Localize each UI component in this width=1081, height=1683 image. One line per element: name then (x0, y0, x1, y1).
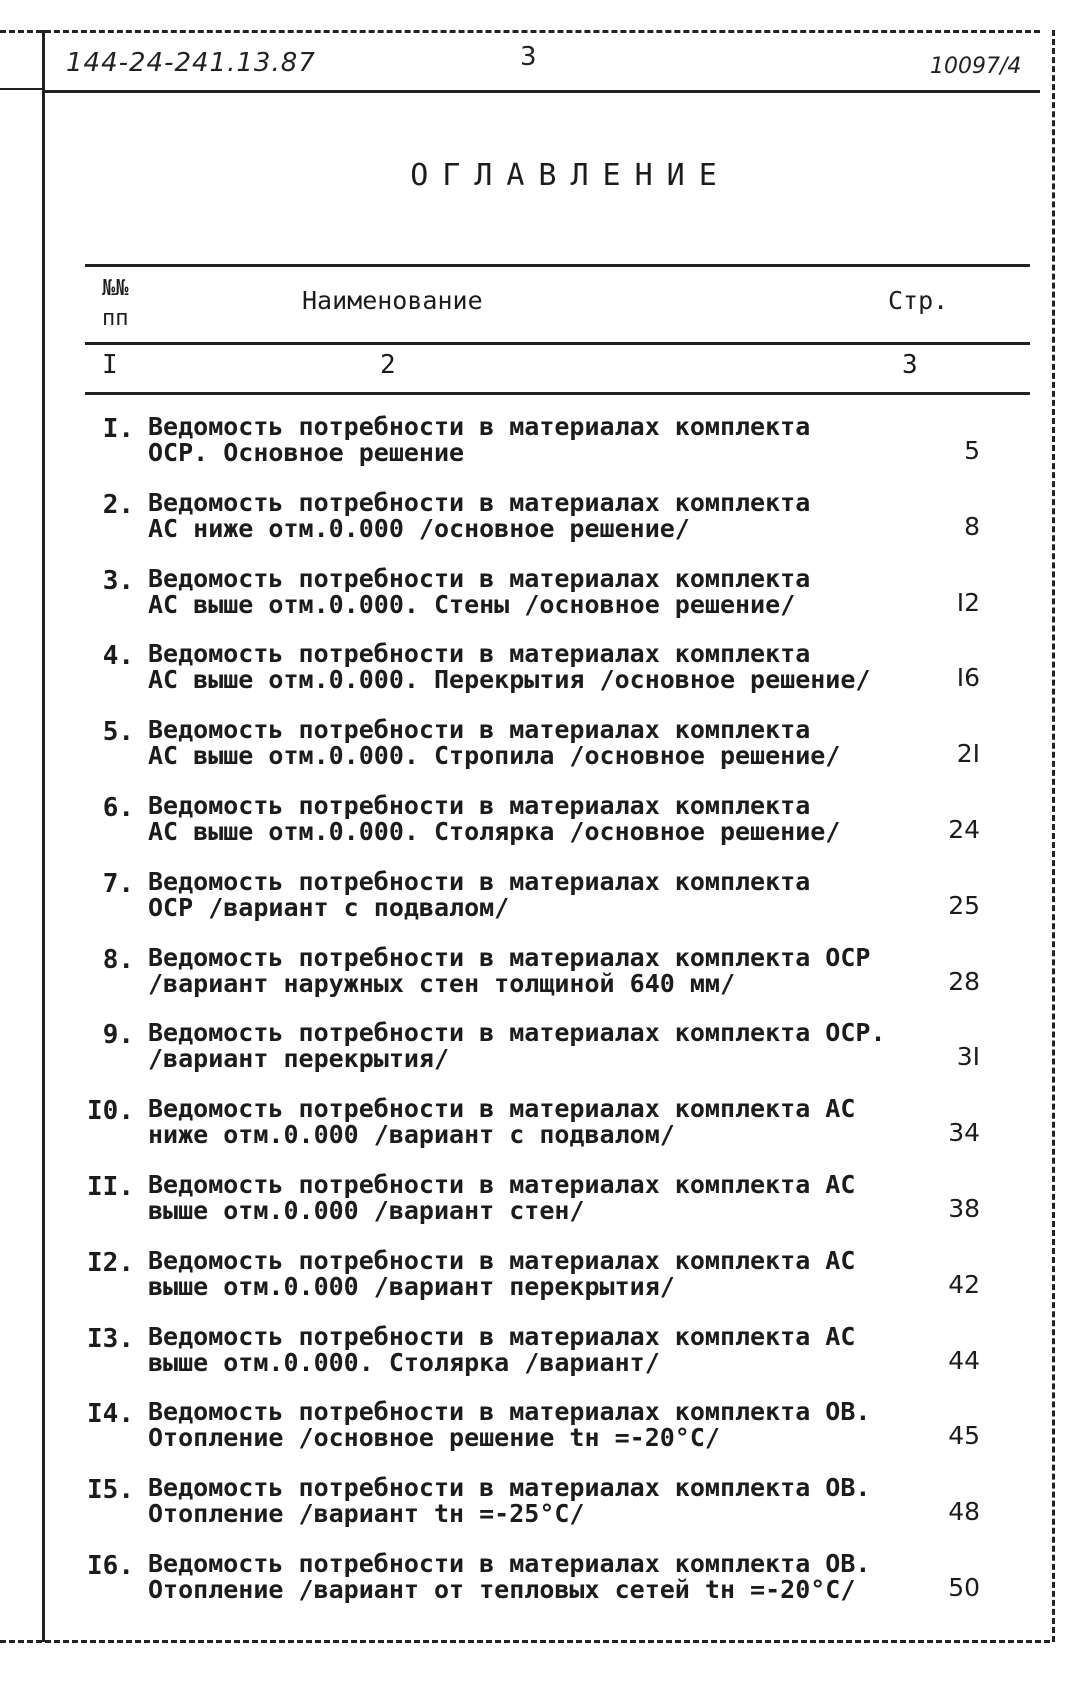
header-name-column: Наименование (302, 286, 483, 315)
toc-entry[interactable] (0, 713, 1081, 789)
entry-title (148, 641, 908, 693)
archive-number: 10097/4 (930, 54, 1022, 79)
entry-title-line2: выше отм.0.000 /вариант перекрытия/ (148, 1271, 675, 1301)
entry-title-line2: АС выше отм.0.000. Столярка /основное решение/ (148, 816, 841, 846)
entry-title (148, 1096, 908, 1148)
header-number-line1: №№ (102, 276, 129, 301)
entry-number: 4. (102, 641, 134, 672)
entry-page: 42 (948, 1269, 980, 1299)
entry-number: I0. (87, 1096, 134, 1127)
toc-entry[interactable] (0, 1168, 1081, 1244)
entry-number: I4. (87, 1399, 134, 1430)
entry-page: 34 (948, 1118, 980, 1148)
stamp-divider (0, 88, 44, 90)
entry-title (148, 487, 908, 543)
entry-title-line2: ниже отм.0.000 /вариант с подвалом/ (148, 1120, 675, 1150)
entry-number: 7. (102, 868, 134, 899)
entry-number: I2. (87, 1247, 134, 1278)
entry-title-line2: выше отм.0.000. Столярка /вариант/ (148, 1347, 660, 1377)
entry-title-line2: АС выше отм.0.000. Стены /основное решение/ (148, 589, 796, 619)
entry-title (148, 1548, 908, 1604)
entry-page: I6 (956, 663, 980, 693)
entry-page: 44 (948, 1345, 980, 1375)
entry-number: I3. (87, 1323, 134, 1354)
entry-title (148, 1399, 908, 1451)
frame-bottom-border (0, 1640, 1050, 1643)
entry-title-line1: Ведомость потребности в материалах комплекта (148, 487, 811, 517)
entry-title-line1: Ведомость потребности в материалах комплекта (148, 866, 811, 896)
entry-number: 5. (102, 717, 134, 748)
toc-entry[interactable] (0, 1244, 1081, 1320)
entry-title (148, 1475, 908, 1527)
entry-number: 6. (102, 792, 134, 823)
entry-title-line1: Ведомость потребности в материалах комплекта АС (148, 1321, 856, 1351)
entry-title-line1: Ведомость потребности в материалах комплекта (148, 412, 811, 441)
entry-title-line1: Ведомость потребности в материалах комплекта (148, 563, 811, 593)
entry-title-line2: АС выше отм.0.000. Стропила /основное решение/ (148, 741, 841, 771)
entry-number: I5. (87, 1475, 134, 1506)
header-page-column: Стр. (888, 286, 949, 315)
entry-page: 8 (964, 511, 980, 541)
entry-number: 9. (102, 1020, 134, 1051)
page-number: 3 (520, 42, 537, 72)
table-top-rule (85, 264, 1030, 267)
entry-page: 25 (948, 890, 980, 920)
entry-title (148, 1321, 908, 1377)
table-header-rule (85, 342, 1030, 345)
entry-page: I2 (956, 587, 980, 617)
entry-page: 3I (956, 1042, 980, 1072)
entry-title (148, 866, 908, 922)
entry-title-line2: /вариант перекрытия/ (148, 1044, 450, 1074)
entry-title (148, 414, 908, 466)
table-column-number-rule (85, 392, 1030, 395)
entry-title-line2: АС выше отм.0.000. Перекрытия /основное решение/ (148, 665, 871, 695)
toc-entry[interactable] (0, 410, 1081, 486)
entry-title-line2: Отопление /вариант от тепловых сетей tн =-20°С/ (148, 1574, 856, 1604)
entry-title-line1: Ведомость потребности в материалах комплекта ОВ. (148, 1397, 871, 1427)
column-number-3: 3 (902, 350, 918, 380)
entry-page: 24 (948, 814, 980, 844)
header-number-column (102, 274, 142, 334)
entry-title-line2: выше отм.0.000 /вариант стен/ (148, 1195, 585, 1225)
frame-top-border (0, 30, 1040, 33)
header-underline (44, 90, 1040, 93)
toc-entry[interactable] (0, 1320, 1081, 1396)
entry-page: 2I (956, 739, 980, 769)
entry-title-line2: ОСР. Основное решение (148, 438, 465, 467)
toc-entries (0, 410, 1081, 1623)
entry-number: 2. (102, 489, 134, 520)
toc-entry[interactable] (0, 865, 1081, 941)
entry-title-line1: Ведомость потребности в материалах комплекта ОСР (148, 942, 871, 972)
toc-entry[interactable] (0, 486, 1081, 562)
toc-entry[interactable] (0, 1547, 1081, 1623)
entry-title (148, 1020, 908, 1072)
toc-entry[interactable] (0, 941, 1081, 1017)
entry-page: 28 (948, 966, 980, 996)
entry-title-line2: /вариант наружных стен толщиной 640 мм/ (148, 968, 735, 998)
toc-entry[interactable] (0, 562, 1081, 638)
entry-page: 50 (948, 1572, 980, 1602)
entry-page: 48 (948, 1497, 980, 1527)
entry-title (148, 790, 908, 846)
toc-entry[interactable] (0, 1471, 1081, 1547)
column-number-2: 2 (380, 350, 396, 380)
toc-entry[interactable] (0, 637, 1081, 713)
entry-title-line1: Ведомость потребности в материалах комплекта (148, 715, 811, 745)
toc-entry[interactable] (0, 1395, 1081, 1471)
entry-title-line1: Ведомость потребности в материалах комплекта ОВ. (148, 1548, 871, 1578)
entry-title-line2: Отопление /основное решение tн =-20°С/ (148, 1423, 720, 1453)
toc-entry[interactable] (0, 789, 1081, 865)
toc-entry[interactable] (0, 1092, 1081, 1168)
entry-number: 8. (102, 944, 134, 975)
entry-number: 3. (102, 565, 134, 596)
page-title: ОГЛАВЛЕНИЕ (410, 158, 731, 193)
header-number-line2: пп (102, 306, 129, 331)
entry-page: 45 (948, 1421, 980, 1451)
entry-title (148, 717, 908, 769)
entry-title-line2: АС ниже отм.0.000 /основное решение/ (148, 513, 690, 543)
entry-title-line1: Ведомость потребности в материалах комплекта АС (148, 1169, 856, 1199)
entry-page: 5 (964, 436, 980, 465)
entry-title-line2: Отопление /вариант tн =-25°С/ (148, 1499, 585, 1529)
entry-title (148, 1169, 908, 1225)
entry-number: I. (102, 414, 134, 444)
entry-title-line1: Ведомость потребности в материалах комплекта АС (148, 1245, 856, 1275)
document-code: 144-24-241.13.87 (66, 48, 316, 78)
entry-title-line1: Ведомость потребности в материалах комплекта (148, 790, 811, 820)
toc-entry[interactable] (0, 1016, 1081, 1092)
entry-title (148, 563, 908, 619)
entry-title (148, 1245, 908, 1301)
entry-title-line1: Ведомость потребности в материалах комплекта ОВ. (148, 1473, 871, 1503)
entry-title-line1: Ведомость потребности в материалах комплекта АС (148, 1094, 856, 1124)
entry-title-line1: Ведомость потребности в материалах комплекта ОСР. (148, 1018, 886, 1048)
entry-number: I6. (87, 1550, 134, 1581)
entry-number: II. (87, 1171, 134, 1202)
column-number-1: I (102, 350, 118, 380)
entry-title-line1: Ведомость потребности в материалах комплекта (148, 639, 811, 669)
entry-title (148, 942, 908, 998)
entry-title-line2: ОСР /вариант с подвалом/ (148, 892, 510, 922)
entry-page: 38 (948, 1193, 980, 1223)
